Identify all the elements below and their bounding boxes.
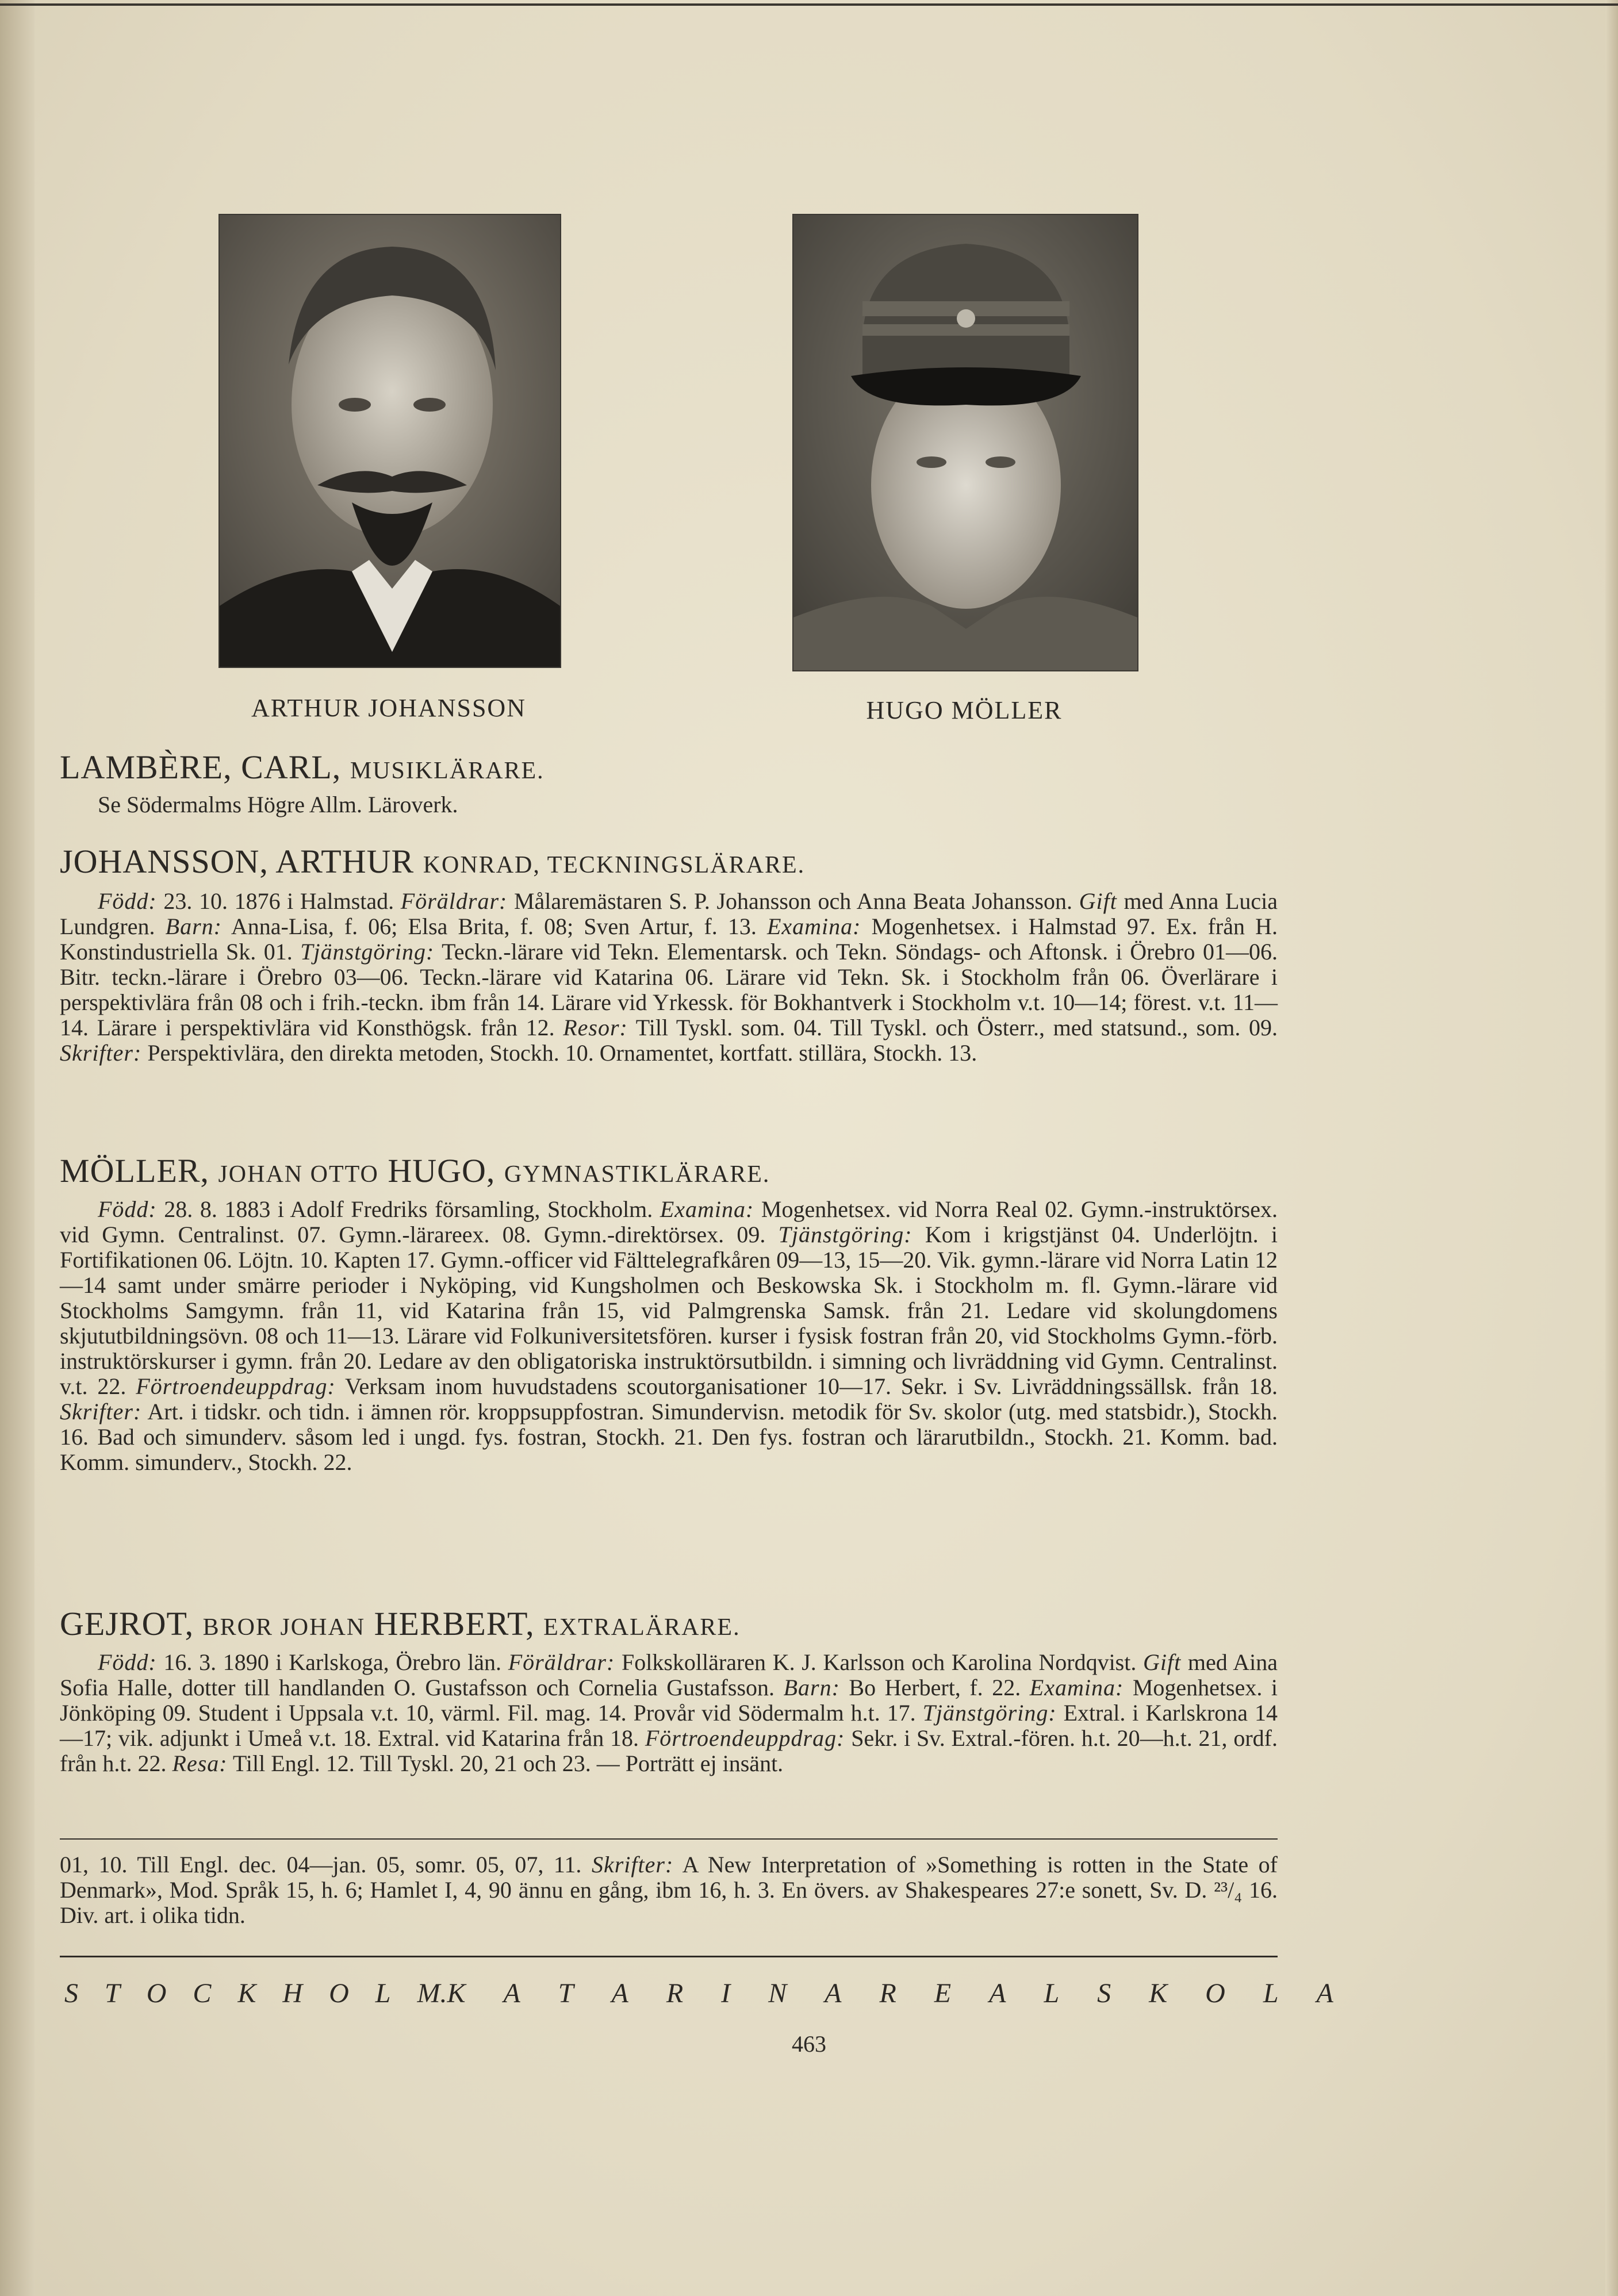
running-footer (64, 1978, 1333, 2009)
field-label: Föräldrar: (400, 888, 508, 914)
field-text: Målaremästaren S. P. Johansson och Anna Beata Johansson. (507, 888, 1079, 914)
footer-letter: H (282, 1978, 303, 2009)
page-right-edge (1605, 0, 1618, 2296)
entry-heading (60, 1151, 1278, 1191)
footer-letter: T (105, 1978, 120, 2009)
footer-letter: I (721, 1978, 731, 2009)
field-text: Verksam inom huvudstadens scoutorganisationer 10—17. Sekr. i Sv. Livräddningssällsk. från 18. (335, 1373, 1278, 1399)
footer-letter: L (1263, 1978, 1279, 2009)
entry-lambere (60, 747, 1278, 819)
photo-caption: HUGO MÖLLER (866, 696, 1063, 724)
page-left-edge (0, 0, 34, 2296)
footer-letter: E (934, 1978, 952, 2009)
footer-letter: A (503, 1978, 520, 2009)
field-text: Mogenhetsex. vid Norra Real 02. Gymn.-instruktörsex. vid Gymn. Centralinst. 07. Gymn.-lärareex. 08. Gymn.-direktörsex. 09. (60, 1196, 1278, 1247)
entry-body (60, 1852, 1278, 1928)
field-label: Gift (1079, 888, 1117, 914)
given-name: ARTHUR (275, 843, 415, 880)
entry-heading (60, 747, 1278, 788)
field-text: Sekr. i Sv. Extral.-fören. h.t. 20—h.t. 21, ordf. från h.t. 22. (60, 1725, 1278, 1776)
field-label: Förtroendeuppdrag: (136, 1373, 336, 1399)
field-text: Anna-Lisa, f. 06; Elsa Brita, f. 08; Sven Artur, f. 13. (221, 913, 767, 939)
photo-caption: ARTHUR JOHANSSON (251, 694, 526, 722)
field-label: Skrifter: (60, 1398, 142, 1425)
field-text: Art. i tidskr. och tidn. i ämnen rör. kroppsuppfostran. Simundervisn. metodik för Sv. skolor (utg. med statsbidr.), Stockh. 16. Bad och simunderv. såsom led i ungd. fys. fostran, Stockh. 21. Den fys. fostran och lärarutbildn., Stockh. 21. Komm. bad. Komm. simunderv., Stockh. 22. (60, 1398, 1278, 1475)
footer-letter: K (1149, 1978, 1168, 2009)
field-text: Kom i krigstjänst 04. Underlöjtn. i Fortifikationen 06. Löjtn. 10. Kapten 17. Gymn.-officer vid Fälttelegrafkåren 09—13, 15—20. Vik. gymn.-lärare vid Norra Latin 12—14 samt under smärre perioder i Nyköping, vid Kungsholmen och Beskowska Sk. i Stockholm m. fl. Gymn.-lärare vid Stockholms Samgymn. från 11, vid Katarina från 15, vid Palmgrenska Samsk. från 21. Ledare vid skolungdomens skjututbildningsövn. 08 och 11—13. Lärare vid Folkuniversitetsfören. kurser i fysisk fostran från 20, vid Stockholms Gymn.-förb. instruktörskurser i gymn. från 20. Ledare av den obligatoriska instruktörsutbildn. i simning och livräddning vid Gymn. Centralinst. v.t. 22. (60, 1221, 1278, 1399)
field-text: Teckn.-lärare vid Tekn. Elementarsk. och Tekn. Söndags- och Aftonsk. i Örebro 01—06. Bitr. teckn.-lärare i Örebro 03—06. Teckn.-lärare vid Katarina 06. Lärare vid Tekn. Sk. i Stockholm från 06. Överlärare i perspektivlära från 08 och i frih.-teckn. ibm från 14. Lärare vid Yrkessk. för Bokhantverk i Stockholm v.t. 10—14; förest. v.t. 11—14. Lärare i perspektivlära vid Konsthögsk. från 12. (60, 938, 1278, 1041)
footer-letter: L (375, 1978, 391, 2009)
field-label: Resa: (172, 1750, 228, 1776)
field-text: Bo Herbert, f. 22. (839, 1674, 1030, 1700)
field-label: Barn: (783, 1674, 840, 1700)
field-label: Barn: (165, 913, 222, 939)
footer-school (447, 1978, 1333, 2009)
entry-gejrot (60, 1604, 1278, 1776)
footer-letter: O (329, 1978, 349, 2009)
footer-letter: R (666, 1978, 684, 2009)
footer-letter: O (1205, 1978, 1225, 2009)
field-text: 16. 3. 1890 i Karlskoga, Örebro län. (156, 1649, 508, 1675)
occupation: EXTRALÄRARE. (543, 1614, 741, 1641)
field-label: Skrifter: (60, 1039, 142, 1066)
footer-letter: O (146, 1978, 167, 2009)
field-text: Mogenhetsex. i Jönköping 09. Student i Uppsala v.t. 10, värml. Fil. mag. 14. Provår vid Södermalm h.t. 17. (60, 1674, 1278, 1726)
field-label: Tjänstgöring: (922, 1699, 1057, 1726)
field-label: Född: (98, 888, 157, 914)
surname: JOHANSSON, (60, 843, 269, 880)
footer-rule (60, 1956, 1278, 1957)
footer-letter: L (1044, 1978, 1060, 2009)
entry-body (60, 1650, 1278, 1776)
footer-letter: S (1097, 1978, 1111, 2009)
field-text: 28. 8. 1883 i Adolf Fredriks församling, Stockholm. (156, 1196, 660, 1222)
footer-letter: K (447, 1978, 466, 2009)
field-label: Examina: (766, 913, 861, 939)
field-text: 23. 10. 1876 i Halmstad. (156, 888, 401, 914)
field-label: Född: (98, 1196, 157, 1222)
field-text: 01, 10. Till Engl. dec. 04—jan. 05, somr. 05, 07, 11. (60, 1852, 592, 1878)
field-label: Född: (98, 1649, 157, 1675)
entry-heading (60, 842, 1278, 882)
footer-letter: N (768, 1978, 787, 2009)
surname: LAMBÈRE, (60, 748, 232, 786)
field-label: Gift (1143, 1649, 1182, 1675)
field-text: Perspektivlära, den direkta metoden, Stockh. 10. Ornamentet, kortfatt. stillära, Stockh. 13. (141, 1039, 977, 1066)
entry-johansson (60, 842, 1278, 1066)
occupation: MUSIKLÄRARE. (350, 758, 545, 784)
footer-letter: A (611, 1978, 628, 2009)
field-text: A New Interpretation of »Something is rotten in the State of Denmark», Mod. Språk 15, h. 6; Hamlet I, 4, 90 ännu en gång, ibm 16, h. 3. En övers. av Shakespeares 27:e sonett, Sv. D. ²³/₄ 16. Div. art. i olika tidn. (60, 1852, 1278, 1928)
portrait-hugo-moller (792, 214, 1138, 671)
field-label: Tjänstgöring: (300, 938, 435, 965)
page-number: 463 (792, 2031, 826, 2057)
footer-letter: A (1316, 1978, 1333, 2009)
field-text: Extral. i Karlskrona 14—17; vik. adjunkt i Umeå v.t. 18. Extral. vid Katarina från 18. (60, 1699, 1278, 1751)
portrait-arthur-johansson (218, 214, 561, 668)
field-label: Examina: (660, 1196, 754, 1222)
surname: GEJROT, (60, 1605, 194, 1642)
occupation: GYMNASTIKLÄRARE. (504, 1161, 770, 1188)
field-text: Till Tyskl. som. 04. Till Tyskl. och Österr., med statsund., som. 09. (627, 1014, 1278, 1041)
given-name: CARL, (241, 748, 342, 786)
footer-letter: K (237, 1978, 256, 2009)
field-text: med Anna Lucia Lundgren. (60, 888, 1278, 939)
given-name: JOHAN OTTO (218, 1161, 379, 1188)
field-label: Skrifter: (591, 1852, 674, 1878)
surname: MÖLLER, (60, 1152, 209, 1189)
occupation: KONRAD, TECKNINGSLÄRARE. (423, 852, 806, 878)
field-text: Till Engl. 12. Till Tyskl. 20, 21 och 23. — Porträtt ej insänt. (227, 1750, 784, 1776)
field-text: Mogenhetsex. i Halmstad 97. Ex. från H. Konstindustriella Sk. 01. (60, 913, 1278, 965)
field-label: Förtroendeuppdrag: (645, 1725, 845, 1751)
footer-letter: T (558, 1978, 574, 2009)
field-label: Examina: (1029, 1674, 1124, 1700)
called-name: HUGO, (388, 1152, 496, 1189)
entry-body (60, 889, 1278, 1066)
entry-moller (60, 1151, 1278, 1475)
footer-letter: A (825, 1978, 842, 2009)
footer-letter: A (989, 1978, 1006, 2009)
footer-city (64, 1978, 447, 2009)
entry-body (60, 1197, 1278, 1475)
given-name: BROR JOHAN (202, 1614, 366, 1641)
entry-heading (60, 1604, 1278, 1644)
field-text: Folkskolläraren K. J. Karlsson och Karolina Nordqvist. (615, 1649, 1144, 1675)
field-label: Tjänstgöring: (778, 1221, 912, 1247)
entry-continuation (60, 1852, 1278, 1928)
called-name: HERBERT, (374, 1605, 535, 1642)
footer-letter: C (193, 1978, 212, 2009)
field-text: med Aina Sofia Halle, dotter till handlanden O. Gustafsson och Cornelia Gustafsson. (60, 1649, 1278, 1700)
footer-letter: S (64, 1978, 78, 2009)
field-label: Föräldrar: (508, 1649, 615, 1675)
section-divider (60, 1838, 1278, 1840)
cross-reference: Se Södermalms Högre Allm. Läroverk. (98, 791, 458, 817)
field-label: Resor: (563, 1014, 628, 1041)
footer-letter: R (879, 1978, 896, 2009)
page-top-line (0, 3, 1618, 6)
footer-letter: M. (417, 1978, 447, 2009)
